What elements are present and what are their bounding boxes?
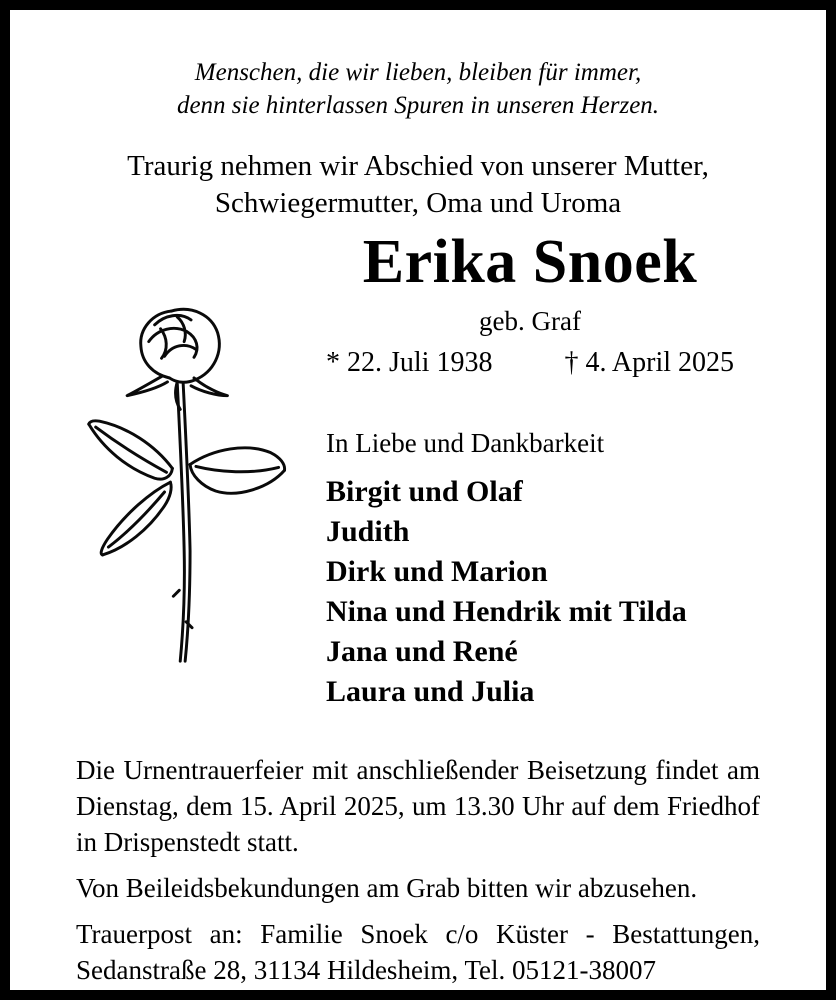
mourner-line: Laura und Julia [326, 675, 535, 709]
contact-info: Trauerpost an: Familie Snoek c/o Küster - Bestattungen, Sedanstraße 28, 31134 Hildesheim, Tel. 05121-38007 [76, 919, 760, 985]
mourner-line: Dirk und Marion [326, 555, 548, 589]
intro-line-2: Schwiegermutter, Oma und Uroma [214, 187, 622, 219]
intro-text [76, 148, 760, 222]
funeral-info: Die Urnentrauerfeier mit anschließender Beisetzung findet am Dienstag, dem 15. April 2025, um 13.30 Uhr auf dem Friedhof in Drispenstedt statt. [76, 755, 760, 857]
epigraph-line-1: Menschen, die wir lieben, bleiben für immer, [194, 59, 642, 86]
mourner-line: Birgit und Olaf [326, 475, 523, 509]
epigraph [76, 56, 760, 122]
rose-icon [76, 294, 312, 690]
maiden-name: geb. Graf [479, 306, 581, 337]
life-dates [326, 345, 734, 381]
main-section [76, 228, 760, 710]
epigraph-line-2: denn sie hinterlassen Spuren in unseren Herzen. [176, 92, 660, 119]
deceased-name: Erika Snoek [362, 228, 698, 296]
mourners-list [326, 472, 734, 712]
condolence-note: Von Beileidsbekundungen am Grab bitten wir abzusehen. [76, 873, 698, 903]
mourner-line: Judith [326, 515, 410, 549]
birth-date: * 22. Juli 1938 [326, 347, 493, 379]
mourner-line: Nina und Hendrik mit Tilda [326, 595, 687, 629]
mourner-line: Jana und René [326, 635, 518, 669]
deceased-block [326, 228, 734, 712]
death-date: † 4. April 2025 [564, 347, 734, 379]
intro-line-1: Traurig nehmen wir Abschied von unserer Mutter, [127, 150, 709, 182]
condolence-intro: In Liebe und Dankbarkeit [326, 428, 605, 459]
